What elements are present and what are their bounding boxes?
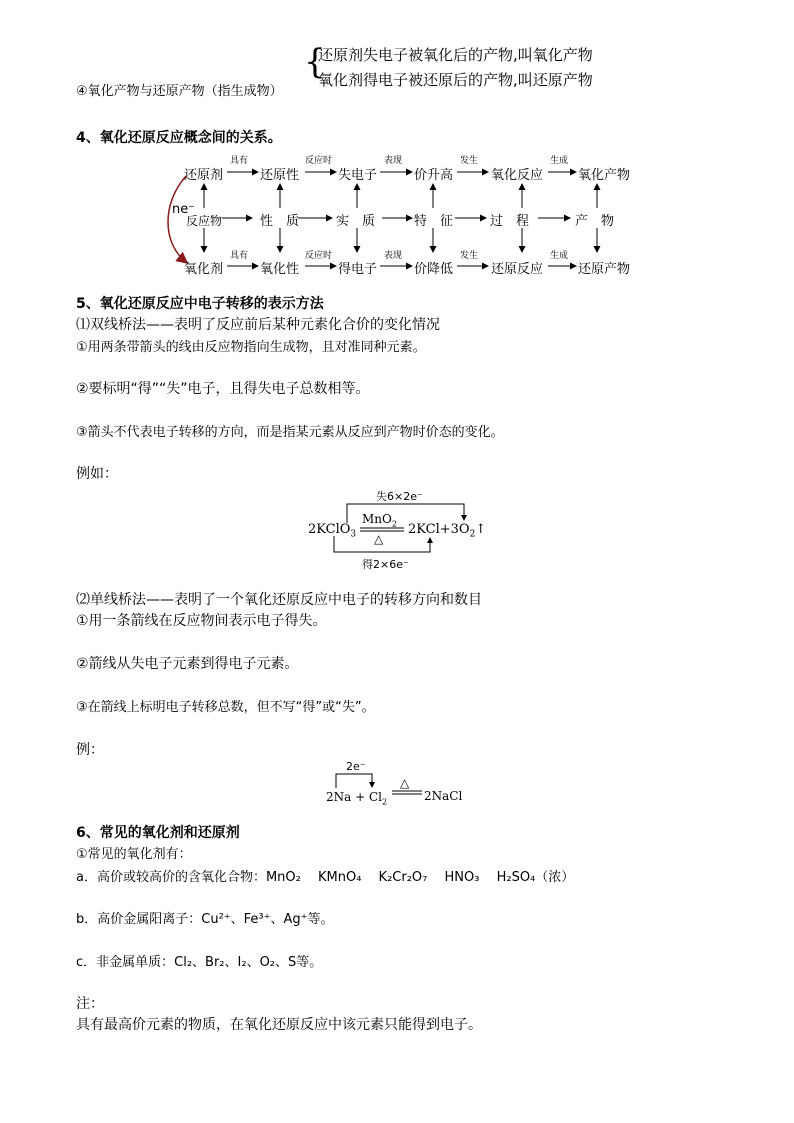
section5-p1: ①用两条带箭头的线由反应物指向生成物，且对准同种元素。 <box>76 340 426 355</box>
bottom-arrow-label-5: 生成 <box>550 251 569 261</box>
mid-node-2: 性 质 <box>260 214 300 229</box>
eq1-reactant: 2KClO$_3$ <box>308 522 357 540</box>
bottom-node-2: 氧化性 <box>260 262 300 277</box>
section6-a: a．高价或较高价的含氧化合物：MnO₂ KMnO₄ K₂Cr₂O₇ HNO₃ H₂SO₄（浓） <box>76 870 575 885</box>
bottom-node-3: 得电子 <box>338 262 378 277</box>
products-label: ④氧化产物与还原产物（指生成物） <box>76 84 283 99</box>
mid-node-5: 过 程 <box>490 214 530 229</box>
equation-double-bridge <box>300 486 500 576</box>
eq2-heat: △ <box>400 776 410 790</box>
bottom-arrow-label-1: 具有 <box>230 251 249 261</box>
mid-node-6: 产 物 <box>575 214 615 229</box>
mid-node-1: 反应物 <box>186 214 223 228</box>
eq1-catalyst: MnO$_2$ <box>362 512 397 529</box>
products-brace: { <box>304 42 326 82</box>
section5-sub1: ⑴双线桥法——表明了反应前后某种元素化合价的变化情况 <box>76 317 440 333</box>
eq2-product: 2NaCl <box>424 789 463 803</box>
top-node-4: 价升高 <box>414 168 454 183</box>
eq1-product: $2KCl+3O_2↑$ <box>408 522 487 540</box>
top-node-2: 还原性 <box>260 168 300 183</box>
section5-q2: ②箭线从失电子元素到得电子元素。 <box>76 656 299 672</box>
section5-p3: ③箭头不代表电子转移的方向，而是指某元素从反应到产物时价态的变化。 <box>76 425 504 440</box>
section6-note: 具有最高价元素的物质，在氧化还原反应中该元素只能得到电子。 <box>76 1017 482 1033</box>
curve-label: ne⁻ <box>172 202 196 217</box>
top-node-5: 氧化反应 <box>491 168 544 183</box>
mid-node-3: 实 质 <box>336 214 376 229</box>
section6-note-label: 注： <box>76 996 104 1012</box>
bottom-arrow-label-2: 反应时 <box>305 251 333 261</box>
top-arrow-label-2: 反应时 <box>305 156 333 166</box>
section6-b: b．高价金属阳离子：Cu²⁺、Fe³⁺、Ag⁺等。 <box>76 912 334 927</box>
top-arrow-label-3: 表现 <box>384 156 403 166</box>
bottom-arrow-label-4: 发生 <box>460 251 479 261</box>
section5-sub2: ⑵单线桥法——表明了一个氧化还原反应中电子的转移方向和数目 <box>76 592 482 608</box>
section5-p2: ②要标明“得”“失”电子，且得失电子总数相等。 <box>76 381 370 397</box>
top-arrow-label-4: 发生 <box>460 156 479 166</box>
section6-sub1: ①常见的氧化剂有： <box>76 847 192 862</box>
electron-transfer-curve <box>168 176 186 262</box>
section5-title: 5、氧化还原反应中电子转移的表示方法 <box>76 296 324 312</box>
section6-c: c．非金属单质：Cl₂、Br₂、I₂、O₂、S等。 <box>76 955 323 970</box>
concept-diagram <box>160 148 650 283</box>
top-node-1: 还原剂 <box>184 168 224 183</box>
section5-q1: ①用一条箭线在反应物间表示电子得失。 <box>76 613 327 629</box>
top-arrow-label-5: 生成 <box>550 156 569 166</box>
section6-title: 6、常见的氧化剂和还原剂 <box>76 825 240 841</box>
top-arrow-label-1: 具有 <box>230 156 249 166</box>
section4-title: 4、氧化还原反应概念间的关系。 <box>76 130 282 146</box>
gain-label: 得2×6e⁻ <box>362 558 409 571</box>
products-line-2: 氧化剂得电子被还原后的产物,叫还原产物 <box>318 71 593 89</box>
mid-node-4: 特 征 <box>414 214 454 229</box>
eq1-heat: △ <box>374 532 384 546</box>
bottom-node-1: 氧化剂 <box>184 262 224 277</box>
section5-example2-label: 例： <box>76 742 104 758</box>
bottom-node-5: 还原反应 <box>491 262 544 277</box>
eq2-electrons: 2e⁻ <box>346 760 366 773</box>
eq2-reactant: $2Na + Cl_2$ <box>326 790 388 807</box>
top-node-6: 氧化产物 <box>578 168 631 183</box>
bottom-arrow-label-3: 表现 <box>384 251 403 261</box>
bottom-node-4: 价降低 <box>414 262 454 277</box>
lose-label: 失6×2e⁻ <box>376 490 423 503</box>
top-node-3: 失电子 <box>338 168 378 183</box>
section5-q3: ③在箭线上标明电子转移总数，但不写“得”或“失”。 <box>76 700 375 715</box>
equation-single-bridge <box>320 758 470 808</box>
products-line-1: 还原剂失电子被氧化后的产物,叫氧化产物 <box>318 46 593 64</box>
section5-example-label: 例如： <box>76 466 118 482</box>
bottom-node-6: 还原产物 <box>578 262 631 277</box>
